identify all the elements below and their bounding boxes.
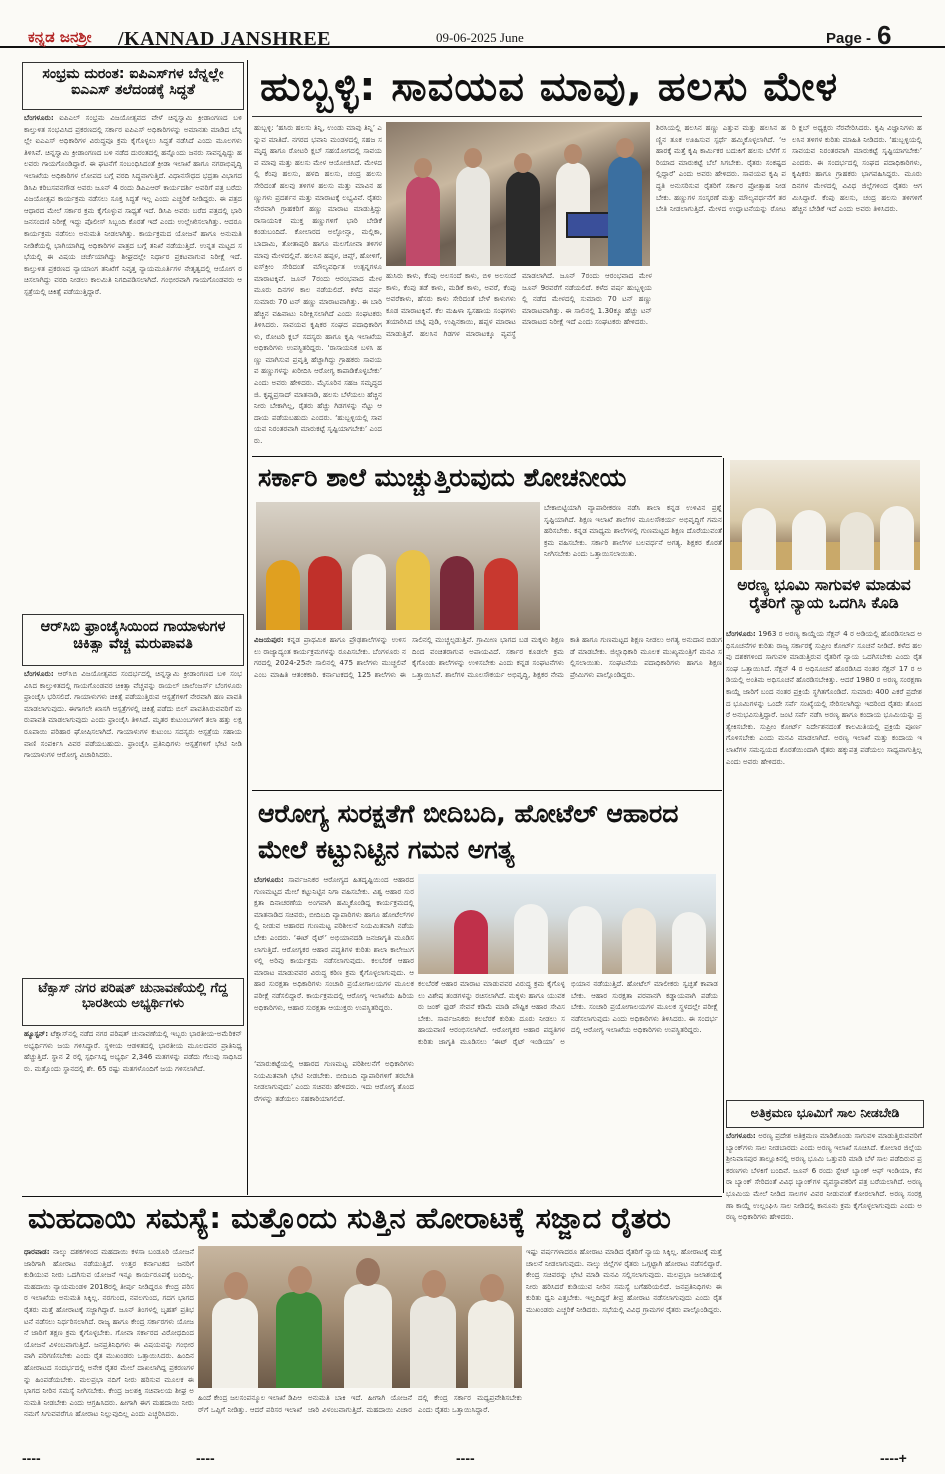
photo-person-head xyxy=(414,158,432,178)
section-divider xyxy=(252,456,722,457)
article-7-dateline: ಬೆಂಗಳೂರು: xyxy=(726,629,756,638)
article-7-headline-box xyxy=(726,574,922,624)
article-2-dateline: ಬೆಂಗಳೂರು: xyxy=(24,669,54,678)
article-4-body-cont: ಶಿರಸಿಯಲ್ಲಿ ಹಲಸಿನ ಹಣ್ಣು ಎತ್ತುವ ಮತ್ತು ಹಲಸಿನ ಹಣ್ಣಿನ ತೂಕ ಊಹಿಸುವ ಸ್ಪರ್ಧೆ ಹಮ್ಮಿಕೊಳ್ಳಲಾಗಿದೆ. ‘ಆಹಾರಕ್ಕೆ ಮತ್ತೆ ಕೃಷಿ ಕಾರ್ಮಿಕರ ಬದುಕಿಗೆ ಹಲಸು ಬೆಳೆಗೆ ಸರಿಯಾದ ಮಾರುಕಟ್ಟೆ ಬೆಲೆ ಸಿಗಬೇಕು. ರೈತರು ಸಂಕಷ್ಟದಲ್ಲಿದ್ದಾರೆ’ ಎಂದು ಅವರು ಹೇಳಿದರು. ಸಾವಯವ ಕೃಷಿ ಪದ್ಧತಿ ಅನುಸರಿಸುವ ರೈತರಿಗೆ ಸರ್ಕಾರ ಪ್ರೋತ್ಸಾಹ ನೀಡಬೇಕು. ಹಣ್ಣುಗಳ ಸಂಸ್ಕರಣೆ ಮತ್ತು ಮೌಲ್ಯವರ್ಧನೆಗೆ ತರಬೇತಿ ನೀಡಲಾಗುತ್ತಿದೆ. ಮೇಳದ ಉದ್ಘಾಟನೆಯನ್ನು ರೋಟರಿ ಕ್ಲಬ್ ಅಧ್ಯಕ್ಷರು ನೆರವೇರಿಸಿದರು. ಕೃಷಿ ವಿಜ್ಞಾನಿಗಳು ಹಲಸಿನ ತಳಿಗಳ ಕುರಿತು ಮಾಹಿತಿ ನೀಡಿದರು. ‘ಹುಬ್ಬಳ್ಳಿಯಲ್ಲಿ ಸಾವಯವ ನಿರಂತರವಾಗಿ ಮಾರುಕಟ್ಟೆ ಸೃಷ್ಟಿಯಾಗಬೇಕು’ ಎಂದರು. ಈ ಸಂದರ್ಭದಲ್ಲಿ ಸಂಘದ ಪದಾಧಿಕಾರಿಗಳು, ಕೃಷಿಕರು ಹಾಗೂ ಗ್ರಾಹಕರು ಭಾಗವಹಿಸಿದ್ದರು. ಮೂರು ದಿನಗಳ ಮೇಳದಲ್ಲಿ ವಿವಿಧ ಜಿಲ್ಲೆಗಳಿಂದ ರೈತರು ಆಗಮಿಸಿದ್ದಾರೆ. ಕೆಂಪು ಹಲಸು, ಚಂದ್ರ ಹಲಸು ತಳಿಗಳಿಗೆ ಹೆಚ್ಚಿನ ಬೇಡಿಕೆ ಇದೆ ಎಂದು ಅವರು ತಿಳಿಸಿದರು. xyxy=(656,123,922,214)
section-divider xyxy=(252,790,722,791)
photo-person xyxy=(792,510,826,570)
photo-person-head xyxy=(464,148,482,168)
photo-person-head xyxy=(422,1270,446,1298)
article-6-dateline: ಬೆಂಗಳೂರು: xyxy=(254,875,284,884)
article-1-body-column xyxy=(24,112,242,602)
footer-marker-mid-2: ---- xyxy=(456,1450,475,1466)
section-divider xyxy=(22,1196,722,1197)
photo-person xyxy=(212,1298,258,1388)
article-6-headline: ಆರೋಗ್ಯ ಸುರಕ್ಷತೆಗೆ ಬೀದಿಬದಿ, ಹೋಟೆಲ್ ಆಹಾರದ ಮೇಲೆ ಕಟ್ಟುನಿಟ್ಟಿನ ಗಮನ ಅಗತ್ಯ xyxy=(258,799,679,864)
article-7-headline: ಅರಣ್ಯ ಭೂಮಿ ಸಾಗುವಳಿ ಮಾಡುವ ರೈತರಿಗೆ ನ್ಯಾಯ ಒದಗಿಸಿ ಕೊಡಿ xyxy=(737,576,911,612)
photo-person xyxy=(454,910,488,974)
article-5-dateline: ವಿಜಯಪುರ: xyxy=(254,635,284,644)
article-7-photo xyxy=(730,460,920,570)
footer-marker-right: ----+ xyxy=(880,1450,907,1466)
photo-person xyxy=(468,1300,514,1388)
article-4-body-col-2 xyxy=(656,122,922,452)
photo-person xyxy=(568,906,602,974)
article-6-body-cont: ಕಲಬೆರಕೆ ಆಹಾರ ಮಾರಾಟ ಮಾಡುವವರ ವಿರುದ್ಧ ಕ್ರಮ ಕೈಗೊಳ್ಳಲು ವಿಶೇಷ ತಂಡಗಳನ್ನು ರಚಿಸಲಾಗಿದೆ. ಮಕ್ಕಳು ಹಾಗೂ ಯುವಕರು ಜಂಕ್ ಫುಡ್ ಸೇವನೆ ಕಡಿಮೆ ಮಾಡಿ ಪೌಷ್ಟಿಕ ಆಹಾರ ಸೇವಿಸಬೇಕು. ಸಾರ್ವಜನಿಕರು ಕಲಬೆರಕೆ ಕುರಿತು ದೂರು ನೀಡಲು ಸಹಾಯವಾಣಿ ಆರಂಭಿಸಲಾಗಿದೆ. ಆರೋಗ್ಯಕರ ಆಹಾರ ಪದ್ಧತಿಗಳ ಕುರಿತು ಜಾಗೃತಿ ಮೂಡಿಸಲು ‘ಈಟ್ ರೈಟ್ ಇಂಡಿಯಾ’ ಅಭಿಯಾನ ನಡೆಯುತ್ತಿದೆ. ಹೋಟೆಲ್ ಮಾಲೀಕರು ಸ್ವಚ್ಛತೆ ಕಾಪಾಡಬೇಕು. ಆಹಾರ ಸುರಕ್ಷತಾ ಪರವಾನಗಿ ಕಡ್ಡಾಯವಾಗಿ ಪಡೆಯಬೇಕು. ಸಂಚಾರಿ ಪ್ರಯೋಗಾಲಯಗಳ ಮೂಲಕ ಸ್ಥಳದಲ್ಲೇ ಪರೀಕ್ಷೆ ನಡೆಸಲಾಗುವುದು ಎಂದು ಅಧಿಕಾರಿಗಳು ತಿಳಿಸಿದರು. ಈ ಸಂದರ್ಭದಲ್ಲಿ ಆರೋಗ್ಯ ಇಲಾಖೆಯ ಅಧಿಕಾರಿಗಳು ಉಪಸ್ಥಿತರಿದ್ದರು. xyxy=(418,979,718,1046)
article-9-body-col-3 xyxy=(526,1246,722,1444)
article-3-headline-box xyxy=(22,978,244,1026)
article-9-body-cont: ಹಿಂದೆ ಕೇಂದ್ರ ಜಲಸಂಪನ್ಮೂಲ ಇಲಾಖೆ ಡಿಪಿಆರ್‌ಗೆ ಒಪ್ಪಿಗೆ ನೀಡಿತ್ತು. ಆದರೆ ಪರಿಸರ ಇಲಾಖೆ ಅನುಮತಿ ಬಾಕಿ ಇದೆ. ಹೀಗಾಗಿ ಯೋಜನೆ ಜಾರಿ ವಿಳಂಬವಾಗುತ್ತಿದೆ. ಮಹದಾಯಿ ವಿಚಾರದಲ್ಲಿ ಕೇಂದ್ರ ಸರ್ಕಾರ ಮಧ್ಯಪ್ರವೇಶಿಸಬೇಕು ಎಂದು ರೈತರು ಒತ್ತಾಯಿಸಿದ್ದಾರೆ. xyxy=(198,1393,522,1414)
article-9-photo xyxy=(198,1246,522,1388)
article-9-body: ನಾಲ್ಕು ದಶಕಗಳಿಂದ ಮಹದಾಯಿ ಕಳಸಾ ಬಂಡೂರಿ ಯೋಜನೆ ಜಾರಿಗಾಗಿ ಹೋರಾಟ ನಡೆಯುತ್ತಿದೆ. ಉತ್ತರ ಕರ್ನಾಟಕದ ಜನರಿಗೆ ಕುಡಿಯುವ ನೀರು ಒದಗಿಸುವ ಯೋಜನೆ ಇನ್ನೂ ಕಾರ್ಯರೂಪಕ್ಕೆ ಬಂದಿಲ್ಲ. ಮಹದಾಯಿ ನ್ಯಾಯಮಂಡಳಿ 2018ರಲ್ಲಿ ತೀರ್ಪು ನೀಡಿದ್ದರೂ ಕೇಂದ್ರ ಪರಿಸರ ಇಲಾಖೆಯ ಅನುಮತಿ ಸಿಕ್ಕಿಲ್ಲ. ನರಗುಂದ, ನವಲಗುಂದ, ಗದಗ ಭಾಗದ ರೈತರು ಮತ್ತೆ ಹೋರಾಟಕ್ಕೆ ಸಜ್ಜಾಗಿದ್ದಾರೆ. ಜೂನ್ ತಿಂಗಳಲ್ಲಿ ಬೃಹತ್ ಪ್ರತಿಭಟನೆ ನಡೆಸಲು ನಿರ್ಧರಿಸಲಾಗಿದೆ. ರಾಜ್ಯ ಹಾಗೂ ಕೇಂದ್ರ ಸರ್ಕಾರಗಳು ಯೋಜನೆ ಜಾರಿಗೆ ತಕ್ಷಣ ಕ್ರಮ ಕೈಗೊಳ್ಳಬೇಕು. ಗೋವಾ ಸರ್ಕಾರದ ವಿರೋಧದಿಂದ ಯೋಜನೆ ವಿಳಂಬವಾಗುತ್ತಿದೆ. ಜನಪ್ರತಿನಿಧಿಗಳು ಈ ವಿಷಯವನ್ನು ಗಂಭೀರವಾಗಿ ಪರಿಗಣಿಸಬೇಕು ಎಂದು ರೈತ ಮುಖಂಡರು ಒತ್ತಾಯಿಸಿದರು. ಹಿಂದಿನ ಹೋರಾಟದ ಸಂದರ್ಭದಲ್ಲಿ ಅನೇಕ ರೈತರ ಮೇಲೆ ದಾಖಲಾಗಿದ್ದ ಪ್ರಕರಣಗಳನ್ನು ಹಿಂಪಡೆಯಬೇಕು. ಮಲಪ್ರಭಾ ನದಿಗೆ ನೀರು ಹರಿಸುವ ಮೂಲಕ ಈ ಭಾಗದ ನೀರಿನ ಸಮಸ್ಯೆ ನೀಗಿಸಬೇಕು. ಕೇಂದ್ರ ಜಲಶಕ್ತಿ ಸಚಿವಾಲಯ ಶೀಘ್ರ ಅನುಮತಿ ನೀಡಬೇಕು ಎಂದು ಆಗ್ರಹಿಸಿದರು. ಹೀಗಾಗಿ ಈಗ ಮಹದಾಯಿ ನೀರು ನಮಗೆ ಸಿಗುವವರೆಗೂ ಹೋರಾಟ ನಿಲ್ಲುವುದಿಲ್ಲ ಎಂದು ಎಚ್ಚರಿಸಿದರು. xyxy=(24,1247,194,1419)
article-5-headline-box xyxy=(252,460,722,500)
photo-person xyxy=(276,1292,322,1388)
article-3-body-column xyxy=(24,1028,242,1188)
article-9-headline: ಮಹದಾಯಿ ಸಮಸ್ಯೆ: ಮತ್ತೊಂದು ಸುತ್ತಿನ ಹೋರಾಟಕ್ಕೆ ಸಜ್ಜಾದ ರೈತರು xyxy=(28,1201,671,1235)
article-1-body: ಐಪಿಎಲ್ ಸಂಭ್ರಮ ವಿಜಯೋತ್ಸವದ ವೇಳೆ ಚಿನ್ನಸ್ವಾಮಿ ಕ್ರೀಡಾಂಗಣದ ಬಳಿ ಕಾಲ್ತುಳಿತ ಸಂಭವಿಸಿದ ಪ್ರಕರಣದಲ್ಲಿ ಸರ್ಕಾರ ಐಪಿಎಸ್ ಅಧಿಕಾರಿಗಳನ್ನು ಅಮಾನತು ಮಾಡಿದ ಬೆನ್ನಲ್ಲೇ ಐಎಎಸ್ ಅಧಿಕಾರಿಗಳ ವಿರುದ್ಧವೂ ಕ್ರಮ ಕೈಗೊಳ್ಳಲು ಸಿದ್ಧತೆ ನಡೆಸಿದೆ ಎಂದು ಮೂಲಗಳು ತಿಳಿಸಿವೆ. ಚಿನ್ನಸ್ವಾಮಿ ಕ್ರೀಡಾಂಗಣದ ಬಳಿ ನಡೆದ ದುರಂತದಲ್ಲಿ ಹನ್ನೊಂದು ಜನರು ಸಾವನ್ನಪ್ಪಿದ್ದು ಹಲವರು ಗಾಯಗೊಂಡಿದ್ದಾರೆ. ಈ ಘಟನೆಗೆ ಸಂಬಂಧಿಸಿದಂತೆ ಕ್ರೀಡಾ ಇಲಾಖೆ ಹಾಗೂ ನಗರಾಭಿವೃದ್ಧಿ ಇಲಾಖೆಯ ಅಧಿಕಾರಿಗಳ ಲೋಪದ ಬಗ್ಗೆ ವರದಿ ಸಿದ್ಧವಾಗುತ್ತಿದೆ. ವಿಧಾನಸೌಧದ ಭದ್ರತಾ ವಿಭಾಗದ ಡಿಸಿಪಿ ಕರಿಬಸವನಗೌಡ ಅವರು ಜೂನ್ 4 ರಂದು ಡಿಪಿಎಆರ್ ಕಾರ್ಯದರ್ಶಿ ಅವರಿಗೆ ಪತ್ರ ಬರೆದು ವಿಜಯೋತ್ಸವ ಕಾರ್ಯಕ್ರಮ ನಡೆಸಲು ಸೂಕ್ತ ಸಿದ್ಧತೆ ಇಲ್ಲ ಎಂದು ಎಚ್ಚರಿಕೆ ನೀಡಿದ್ದರು. ಈ ಪತ್ರದ ಆಧಾರದ ಮೇಲೆ ಸರ್ಕಾರ ಕ್ರಮ ಕೈಗೊಳ್ಳುವ ಸಾಧ್ಯತೆ ಇದೆ. ಡಿಸಿಪಿ ಅವರು ಬರೆದ ಪತ್ರದಲ್ಲಿ ಭಾರಿ ಜನಸಂದಣಿ ನಿರೀಕ್ಷೆ ಇದ್ದು ಪೊಲೀಸ್ ಸಿಬ್ಬಂದಿ ಕೊರತೆ ಇದೆ ಎಂದು ಉಲ್ಲೇಖಿಸಲಾಗಿತ್ತು. ಆದರೂ ಕಾರ್ಯಕ್ರಮ ನಡೆಸಲು ಅನುಮತಿ ನೀಡಲಾಗಿತ್ತು. ಕಾರ್ಯಕ್ರಮದ ಯೋಜನೆ ಹಾಗೂ ಅನುಮತಿ ನೀಡಿಕೆಯಲ್ಲಿ ಭಾಗಿಯಾಗಿದ್ದ ಅಧಿಕಾರಿಗಳ ಪಾತ್ರದ ಬಗ್ಗೆ ತನಿಖೆ ನಡೆಯುತ್ತಿದೆ. ಉನ್ನತ ಮಟ್ಟದ ಸಭೆಯಲ್ಲಿ ಈ ವಿಷಯ ಚರ್ಚೆಯಾಗಿದ್ದು ಶೀಘ್ರದಲ್ಲೇ ನಿರ್ಧಾರ ಪ್ರಕಟವಾಗುವ ನಿರೀಕ್ಷೆ ಇದೆ. ಕಾಲ್ತುಳಿತ ಪ್ರಕರಣದ ನ್ಯಾಯಾಂಗ ತನಿಖೆಗೆ ನಿವೃತ್ತ ನ್ಯಾಯಮೂರ್ತಿಗಳ ನೇತೃತ್ವದಲ್ಲಿ ಆಯೋಗ ರಚಿಸಲಾಗಿದ್ದು ವರದಿ ನೀಡಲು ಕಾಲಮಿತಿ ನಿಗದಿಪಡಿಸಲಾಗಿದೆ. ಗಂಭೀರವಾಗಿ ಗಾಯಗೊಂಡವರು ಆಸ್ಪತ್ರೆಯಲ್ಲಿ ಚಿಕಿತ್ಸೆ ಪಡೆಯುತ್ತಿದ್ದಾರೆ. xyxy=(24,113,242,296)
photo-person xyxy=(352,554,386,630)
article-4-body-col-1 xyxy=(254,122,382,452)
article-3-dateline: ಹ್ಯೂಸ್ಟನ್: xyxy=(24,1029,49,1038)
article-2-body-column xyxy=(24,668,242,968)
article-5-body: ಕನ್ನಡ ಪ್ರಾಥಮಿಕ ಹಾಗೂ ಪ್ರೌಢಶಾಲೆಗಳನ್ನು ಉಳಿಸಲು ರಾಜ್ಯಾದ್ಯಂತ ಕಾರ್ಯಕ್ರಮಗಳನ್ನು ರೂಪಿಸಬೇಕು. ಬೆಂಗಳೂರು ನಗರದಲ್ಲಿ 2024-25ನೇ ಸಾಲಿನಲ್ಲಿ 475 ಶಾಲೆಗಳು ಮುಚ್ಚಲಿವೆ ಎಂಬ ಮಾಹಿತಿ ಆತಂಕಕಾರಿ. ಕರ್ನಾಟಕದಲ್ಲಿ 125 ಶಾಲೆಗಳು ಈ ಸಾಲಿನಲ್ಲಿ ಮುಚ್ಚಲ್ಪಡುತ್ತಿವೆ. ಗ್ರಾಮೀಣ ಭಾಗದ ಬಡ ಮಕ್ಕಳು ಶಿಕ್ಷಣದಿಂದ ವಂಚಿತರಾಗುವ ಅಪಾಯವಿದೆ. ಸರ್ಕಾರ ಕೂಡಲೇ ಕ್ರಮ ಕೈಗೊಂಡು ಶಾಲೆಗಳನ್ನು ಉಳಿಸಬೇಕು ಎಂದು ಕನ್ನಡ ಸಂಘಟನೆಗಳು ಒತ್ತಾಯಿಸಿವೆ. ಶಾಲೆಗಳ ಮೂಲಸೌಕರ್ಯ ಅಭಿವೃದ್ಧಿ, ಶಿಕ್ಷಕರ ನೇಮಕಾತಿ ಹಾಗೂ ಗುಣಮಟ್ಟದ ಶಿಕ್ಷಣ ನೀಡಲು ಅಗತ್ಯ ಅನುದಾನ ಬಿಡುಗಡೆ ಮಾಡಬೇಕು. ಜಿಲ್ಲಾಧಿಕಾರಿ ಮೂಲಕ ಮುಖ್ಯಮಂತ್ರಿಗೆ ಮನವಿ ಸಲ್ಲಿಸಲಾಯಿತು. ಸಂಘಟನೆಯ ಪದಾಧಿಕಾರಿಗಳು ಹಾಗೂ ಶಿಕ್ಷಣ ಪ್ರೇಮಿಗಳು ಪಾಲ್ಗೊಂಡಿದ್ದರು. xyxy=(254,635,722,679)
photo-person xyxy=(622,908,656,974)
article-5-headline: ಸರ್ಕಾರಿ ಶಾಲೆ ಮುಚ್ಚುತ್ತಿರುವುದು ಶೋಚನೀಯ xyxy=(258,463,627,492)
photo-person xyxy=(266,560,300,630)
article-2-body: ಆರ್‌ಸಿಬಿ ವಿಜಯೋತ್ಸವದ ಸಂದರ್ಭದಲ್ಲಿ ಚಿನ್ನಸ್ವಾಮಿ ಕ್ರೀಡಾಂಗಣದ ಬಳಿ ಸಂಭವಿಸಿದ ಕಾಲ್ತುಳಿತದಲ್ಲಿ ಗಾಯಗೊಂಡವರ ಚಿಕಿತ್ಸಾ ವೆಚ್ಚವನ್ನು ರಾಯಲ್ ಚಾಲೆಂಜರ್ಸ್ ಬೆಂಗಳೂರು ಫ್ರಾಂಚೈಸಿ ಭರಿಸಲಿದೆ. ಗಾಯಾಳುಗಳು ಚಿಕಿತ್ಸೆ ಪಡೆಯುತ್ತಿರುವ ಆಸ್ಪತ್ರೆಗಳಿಗೆ ನೇರವಾಗಿ ಹಣ ಪಾವತಿ ಮಾಡಲಾಗುವುದು. ಈಗಾಗಲೇ ಖಾಸಗಿ ಆಸ್ಪತ್ರೆಗಳಲ್ಲಿ ಚಿಕಿತ್ಸೆ ಪಡೆದು ಬಿಲ್ ಪಾವತಿಸಿರುವವರಿಗೆ ಮರುಪಾವತಿ ಮಾಡಲಾಗುವುದು ಎಂದು ಫ್ರಾಂಚೈಸಿ ತಿಳಿಸಿದೆ. ಮೃತರ ಕುಟುಂಬಗಳಿಗೆ ತಲಾ ಹತ್ತು ಲಕ್ಷ ರೂಪಾಯಿ ಪರಿಹಾರ ಘೋಷಿಸಲಾಗಿದೆ. ಗಾಯಾಳುಗಳ ಕುಟುಂಬ ಸದಸ್ಯರು ಆಸ್ಪತ್ರೆಯ ಸಹಾಯವಾಣಿ ಸಂಪರ್ಕಿಸಿ ವಿವರ ಪಡೆಯಬಹುದು. ಫ್ರಾಂಚೈಸಿ ಪ್ರತಿನಿಧಿಗಳು ಆಸ್ಪತ್ರೆಗಳಿಗೆ ಭೇಟಿ ನೀಡಿ ಗಾಯಾಳುಗಳ ಆರೋಗ್ಯ ವಿಚಾರಿಸಿದರು. xyxy=(24,669,242,760)
article-3-headline: ಟೆಕ್ಸಾಸ್ ನಗರ ಪರಿಷತ್ ಚುನಾವಣೆಯಲ್ಲಿ ಗೆದ್ದ ಭಾರತೀಯ ಅಭ್ಯರ್ಥಿಗಳು xyxy=(38,981,228,1011)
column-divider xyxy=(723,458,724,1193)
footer-marker-mid-1: ---- xyxy=(196,1450,215,1466)
photo-person xyxy=(406,176,440,266)
issue-date: 09-06-2025 June xyxy=(436,30,524,45)
article-3-body: ಟೆಕ್ಸಾಸ್‌ನಲ್ಲಿ ನಡೆದ ನಗರ ಪರಿಷತ್ ಚುನಾವಣೆಯಲ್ಲಿ ಇಬ್ಬರು ಭಾರತೀಯ-ಅಮೆರಿಕನ್ ಅಭ್ಯರ್ಥಿಗಳು ಜಯ ಗಳಿಸಿದ್ದಾರೆ. ಸ್ಥಳೀಯ ಆಡಳಿತದಲ್ಲಿ ಭಾರತೀಯ ಮೂಲದವರ ಪ್ರಾತಿನಿಧ್ಯ ಹೆಚ್ಚುತ್ತಿದೆ. ಸ್ಥಾನ 2 ರಲ್ಲಿ ಸ್ಪರ್ಧಿಸಿದ್ದ ಅಭ್ಯರ್ಥಿ 2,346 ಮತಗಳನ್ನು ಪಡೆದು ಗೆಲುವು ಸಾಧಿಸಿದರು. ಮತ್ತೊಂದು ಸ್ಥಾನದಲ್ಲಿ ಶೇ. 65 ರಷ್ಟು ಮತಗಳೊಂದಿಗೆ ಜಯ ಗಳಿಸಲಾಗಿದೆ. xyxy=(24,1029,242,1073)
article-6-body-col-2 xyxy=(418,978,718,1190)
photo-person xyxy=(396,550,430,630)
photo-person-head xyxy=(564,144,582,164)
article-6-body-cont-2: ‘ಮಾರುಕಟ್ಟೆಯಲ್ಲಿ ಆಹಾರದ ಗುಣಮಟ್ಟ ಪರಿಶೀಲನೆಗೆ ಅಧಿಕಾರಿಗಳು ನಿಯಮಿತವಾಗಿ ಭೇಟಿ ನೀಡಬೇಕು. ಬೀದಿಬದಿ ವ್ಯಾಪಾರಿಗಳಿಗೆ ತರಬೇತಿ ನೀಡಲಾಗುವುದು’ ಎಂದು ಸಚಿವರು ಹೇಳಿದರು. ಇದು ಆರೋಗ್ಯ ತೊಂದರೆಗಳನ್ನು ತಡೆಯಲು ಸಹಕಾರಿಯಾಗಲಿದೆ. xyxy=(254,1059,414,1103)
article-2-headline-box xyxy=(22,614,244,666)
article-4-body-col-3 xyxy=(386,270,652,454)
photo-person xyxy=(880,506,914,570)
article-6-body-col-1 xyxy=(254,874,414,1054)
article-6-photo xyxy=(418,874,716,974)
photo-person-head xyxy=(224,1272,248,1300)
page-number: 6 xyxy=(877,20,892,50)
article-2-headline: ಆರ್‌ಸಿಬಿ ಫ್ರಾಂಚೈಸಿಯಿಂದ ಗಾಯಾಳುಗಳ ಚಿಕಿತ್ಸಾ ವೆಚ್ಚ ಮರುಪಾವತಿ xyxy=(40,619,226,652)
photo-person xyxy=(308,556,342,630)
article-7-body-column xyxy=(726,628,922,1098)
article-1-headline: ಸಂಭ್ರಮ ದುರಂತ: ಐಪಿಎಸ್‌ಗಳ ಬೆನ್ನಲ್ಲೇ ಐಎಎಸ್ ತಲೆದಂಡಕ್ಕೆ ಸಿದ್ಧತೆ xyxy=(42,66,224,99)
article-5-body-column xyxy=(254,634,722,784)
article-6-body-col-3 xyxy=(254,1058,414,1190)
photo-person-head xyxy=(356,1258,380,1286)
photo-person xyxy=(456,166,490,266)
masthead-name-kannada: ಕನ್ನಡ ಜನಶ್ರೀ xyxy=(28,28,92,46)
photo-person xyxy=(608,156,642,266)
photo-person xyxy=(514,904,548,974)
article-8-body: ಅರಣ್ಯ ಪ್ರದೇಶ ಅತಿಕ್ರಮಣ ಮಾಡಿಕೊಂಡು ಸಾಗುವಳಿ ಮಾಡುತ್ತಿರುವವರಿಗೆ ಬ್ಯಾಂಕ್‌ಗಳು ಸಾಲ ನೀಡಬಾರದು ಎಂದು ಅರಣ್ಯ ಇಲಾಖೆ ಸೂಚಿಸಿದೆ. ಕೋಲಾರ ಜಿಲ್ಲೆಯ ಶ್ರೀನಿವಾಸಪುರ ತಾಲ್ಲೂಕಿನಲ್ಲಿ ಅರಣ್ಯ ಭೂಮಿ ಒತ್ತುವರಿ ಮಾಡಿ ಬೆಳೆ ಸಾಲ ಪಡೆದಿರುವ ಪ್ರಕರಣಗಳು ಬೆಳಕಿಗೆ ಬಂದಿವೆ. ಜೂನ್ 6 ರಂದು ಸ್ಟೇಟ್ ಬ್ಯಾಂಕ್ ಆಫ್ ಇಂಡಿಯಾ, ಕೆನರಾ ಬ್ಯಾಂಕ್ ಸೇರಿದಂತೆ ವಿವಿಧ ಬ್ಯಾಂಕ್‌ಗಳ ವ್ಯವಸ್ಥಾಪಕರಿಗೆ ಪತ್ರ ಬರೆಯಲಾಗಿದೆ. ಅರಣ್ಯ ಭೂಮಿಯ ಮೇಲೆ ನೀಡಿದ ಸಾಲಗಳ ವಿವರ ನೀಡುವಂತೆ ಕೋರಲಾಗಿದೆ. ಅರಣ್ಯ ಸಂರಕ್ಷಣಾ ಕಾಯ್ದೆ ಉಲ್ಲಂಘಿಸಿ ಸಾಲ ನೀಡಿದಲ್ಲಿ ಕಾನೂನು ಕ್ರಮ ಕೈಗೊಳ್ಳಲಾಗುವುದು ಎಂದು ಅರಣ್ಯ ಅಧಿಕಾರಿಗಳು ಹೇಳಿದರು. xyxy=(726,1131,922,1222)
article-4-headline: ಹುಬ್ಬಳ್ಳಿ: ಸಾವಯವ ಮಾವು, ಹಲಸು ಮೇಳ xyxy=(260,64,839,110)
article-1-dateline: ಬೆಂಗಳೂರು: xyxy=(24,113,54,122)
article-9-body-cont-2: ಇಷ್ಟು ವರ್ಷಗಳಾದರೂ ಹೋರಾಟ ಮಾಡಿದ ರೈತರಿಗೆ ನ್ಯಾಯ ಸಿಕ್ಕಿಲ್ಲ. ಹೋರಾಟಕ್ಕೆ ಮತ್ತೆ ಚಾಲನೆ ನೀಡಲಾಗುವುದು. ನಾಲ್ಕು ಜಿಲ್ಲೆಗಳ ರೈತರು ಒಗ್ಗಟ್ಟಾಗಿ ಹೋರಾಟ ನಡೆಸಲಿದ್ದಾರೆ. ಕೇಂದ್ರ ಸಚಿವರನ್ನು ಭೇಟಿ ಮಾಡಿ ಮನವಿ ಸಲ್ಲಿಸಲಾಗುವುದು. ಮಲಪ್ರಭಾ ಜಲಾಶಯಕ್ಕೆ ನೀರು ಹರಿಸಿದರೆ ಕುಡಿಯುವ ನೀರಿನ ಸಮಸ್ಯೆ ಬಗೆಹರಿಯಲಿದೆ. ಜನಪ್ರತಿನಿಧಿಗಳು ಈ ಕುರಿತು ಧ್ವನಿ ಎತ್ತಬೇಕು. ಇಲ್ಲದಿದ್ದರೆ ತೀವ್ರ ಹೋರಾಟ ನಡೆಸಲಾಗುವುದು ಎಂದು ರೈತ ಮುಖಂಡರು ಎಚ್ಚರಿಕೆ ನೀಡಿದರು. ಸಭೆಯಲ್ಲಿ ವಿವಿಧ ಗ್ರಾಮಗಳ ರೈತರು ಪಾಲ್ಗೊಂಡಿದ್ದರು. xyxy=(526,1247,722,1314)
article-6-body: ಸಾರ್ವಜನಿಕರ ಆರೋಗ್ಯದ ಹಿತದೃಷ್ಟಿಯಿಂದ ಆಹಾರದ ಗುಣಮಟ್ಟದ ಮೇಲೆ ಕಟ್ಟುನಿಟ್ಟಿನ ನಿಗಾ ವಹಿಸಬೇಕು. ವಿಶ್ವ ಆಹಾರ ಸುರಕ್ಷತಾ ದಿನಾಚರಣೆಯ ಅಂಗವಾಗಿ ಹಮ್ಮಿಕೊಂಡಿದ್ದ ಕಾರ್ಯಕ್ರಮದಲ್ಲಿ ಮಾತನಾಡಿದ ಸಚಿವರು, ಬೀದಿಬದಿ ವ್ಯಾಪಾರಿಗಳು ಹಾಗೂ ಹೋಟೆಲ್‌ಗಳಲ್ಲಿ ನೀಡುವ ಆಹಾರದ ಗುಣಮಟ್ಟ ಪರಿಶೀಲನೆ ನಿಯಮಿತವಾಗಿ ನಡೆಯಬೇಕು ಎಂದರು. ‘ಈಟ್ ರೈಟ್’ ಅಭಿಯಾನದಡಿ ಜನಜಾಗೃತಿ ಮೂಡಿಸಲಾಗುತ್ತಿದೆ. ಆರೋಗ್ಯಕರ ಆಹಾರ ಪದ್ಧತಿಗಳ ಕುರಿತು ಶಾಲಾ ಕಾಲೇಜುಗಳಲ್ಲಿ ಅರಿವು ಕಾರ್ಯಕ್ರಮ ನಡೆಸಲಾಗುವುದು. ಕಲಬೆರಕೆ ಆಹಾರ ಮಾರಾಟ ಮಾಡುವವರ ವಿರುದ್ಧ ಕಠಿಣ ಕ್ರಮ ಕೈಗೊಳ್ಳಲಾಗುವುದು. ಆಹಾರ ಸುರಕ್ಷತಾ ಅಧಿಕಾರಿಗಳು ಸಂಚಾರಿ ಪ್ರಯೋಗಾಲಯಗಳ ಮೂಲಕ ಪರೀಕ್ಷೆ ನಡೆಸಲಿದ್ದಾರೆ. ಕಾರ್ಯಕ್ರಮದಲ್ಲಿ ಆರೋಗ್ಯ ಇಲಾಖೆಯ ಹಿರಿಯ ಅಧಿಕಾರಿಗಳು, ಆಹಾರ ಸುರಕ್ಷತಾ ಆಯುಕ್ತರು ಉಪಸ್ಥಿತರಿದ್ದರು. xyxy=(254,875,414,1012)
article-5-body-cont: ಬೇಕಾಬಿಟ್ಟಿಯಾಗಿ ವ್ಯಾಪಾರೀಕರಣ ನಡೆಸಿ ಶಾಲಾ ಕನ್ನಡ ಉಳಿವಿನ ಪ್ರಶ್ನೆ ಸೃಷ್ಟಿಯಾಗಿದೆ. ಶಿಕ್ಷಣ ಇಲಾಖೆ ಶಾಲೆಗಳ ಮೂಲಸೌಕರ್ಯ ಅಭಿವೃದ್ಧಿಗೆ ಗಮನ ಹರಿಸಬೇಕು. ಕನ್ನಡ ಮಾಧ್ಯಮ ಶಾಲೆಗಳಲ್ಲಿ ಗುಣಮಟ್ಟದ ಶಿಕ್ಷಣ ದೊರೆಯುವಂತೆ ಕ್ರಮ ವಹಿಸಬೇಕು. ಸರ್ಕಾರಿ ಶಾಲೆಗಳ ಬಲವರ್ಧನೆ ಅಗತ್ಯ. ಶಿಕ್ಷಕರ ಕೊರತೆ ನೀಗಿಸಬೇಕು ಎಂದು ಒತ್ತಾಯಿಸಲಾಯಿತು. xyxy=(544,503,722,559)
article-9-body-col-2 xyxy=(198,1392,522,1446)
masthead-name-english: /KANNAD JANSHREE xyxy=(118,28,332,50)
photo-person-head xyxy=(480,1274,504,1302)
article-5-body-col-right xyxy=(544,502,722,630)
photo-person xyxy=(506,171,540,266)
photo-person xyxy=(344,1284,392,1388)
article-4-body-cont-2: ಹುಸಿರು ಕಾಳು, ಕೆಂಪು ಅಲಸಂದೆ ಕಾಳು, ಬಿಳಿ ಅಲಸಂದೆ ಕಾಳು, ಕೆಂಪು ತಡೆ ಕಾಳು, ಮಡಿಕೆ ಕಾಳು, ಅವರೆ, ಕೆಂಪು ಅವರೆಕಾಳು, ಹೆಸರು ಕಾಳು ಸೇರಿದಂತೆ ಬೇಳೆ ಕಾಳುಗಳು ಕೂಡ ಮಾರಾಟಕ್ಕಿವೆ. ಕೆಲ ಮಹಿಳಾ ಸ್ವಸಹಾಯ ಸಂಘಗಳು ತಯಾರಿಸಿದ ಚಟ್ನಿ ಪುಡಿ, ಉಪ್ಪಿನಕಾಯಿ, ಹಪ್ಪಳ ಮಾರಾಟ ಮಾಡುತ್ತಿವೆ. ಹಲಸಿನ ಗಿಡಗಳ ಮಾರಾಟಕ್ಕೂ ವ್ಯವಸ್ಥೆ ಮಾಡಲಾಗಿದೆ. ಜೂನ್ 7ರಂದು ಆರಂಭವಾದ ಮೇಳ ಜೂನ್ 9ರವರೆಗೆ ನಡೆಯಲಿದೆ. ಕಳೆದ ವರ್ಷ ಹುಬ್ಬಳ್ಳಿಯಲ್ಲಿ ನಡೆದ ಮೇಳದಲ್ಲಿ ಸುಮಾರು 70 ಟನ್ ಹಣ್ಣು ಮಾರಾಟವಾಗಿತ್ತು. ಈ ಸಾಲಿನಲ್ಲಿ 1.30ಕ್ಕೂ ಹೆಚ್ಚು ಟನ್ ಮಾರಾಟದ ನಿರೀಕ್ಷೆ ಇದೆ ಎಂದು ಸಂಘಟಕರು ಹೇಳಿದರು. xyxy=(386,271,652,338)
article-6-headline-box xyxy=(252,792,722,872)
footer-marker-left: ---- xyxy=(22,1450,41,1466)
page-label: Page - xyxy=(826,30,872,47)
article-5-photo xyxy=(256,502,540,630)
article-4-headline-box xyxy=(252,58,922,117)
article-1-headline-box xyxy=(22,62,244,110)
article-9-body-col-1 xyxy=(24,1246,194,1444)
photo-person xyxy=(440,556,474,630)
article-8-body-column xyxy=(726,1130,922,1445)
article-9-headline-box xyxy=(22,1198,722,1242)
article-8-headline: ಅತಿಕ್ರಮಣ ಭೂಮಿಗೆ ಸಾಲ ನೀಡಬೇಡಿ xyxy=(750,1105,900,1120)
article-4-body: ಹುಬ್ಬಳ್ಳಿ: ‘ಹಸಿರು ಹಲಸು ತಿನ್ನಿ, ಉಂಡು ಮಾವು ತಿನ್ನಿ’ ಎನ್ನುವ ಮಾತಿದೆ. ನಗರದ ಭವಾನಿ ಮಂಡಳದಲ್ಲಿ ಸಹಜ ಸಮೃದ್ಧ ಹಾಗೂ ರೋಟರಿ ಕ್ಲಬ್ ಸಹಯೋಗದಲ್ಲಿ ಸಾವಯವ ಮಾವು ಮತ್ತು ಹಲಸು ಮೇಳ ಆಯೋಜಿಸಿದೆ. ಮೇಳದಲ್ಲಿ ಕೆಂಪು ಹಲಸು, ಹಳದಿ ಹಲಸು, ಚಂದ್ರ ಹಲಸು ಸೇರಿದಂತೆ ಹಲವು ತಳಿಗಳ ಹಲಸು ಮತ್ತು ಮಾವಿನ ಹಣ್ಣುಗಳು ಪ್ರದರ್ಶನ ಮತ್ತು ಮಾರಾಟಕ್ಕೆ ಲಭ್ಯವಿವೆ. ರೈತರು ನೇರವಾಗಿ ಗ್ರಾಹಕರಿಗೆ ಹಣ್ಣು ಮಾರಾಟ ಮಾಡುತ್ತಿದ್ದು ರಾಸಾಯನಿಕ ಮುಕ್ತ ಹಣ್ಣುಗಳಿಗೆ ಭಾರಿ ಬೇಡಿಕೆ ಕಂಡುಬಂದಿದೆ. ಕೋಲಾರದ ಅಲ್ಫೋನ್ಸಾ, ಮಲ್ಲಿಕಾ, ಬಾದಾಮಿ, ತೋತಾಪುರಿ ಹಾಗೂ ಮಲಗೋವಾ ತಳಿಗಳ ಮಾವು ಮೇಳದಲ್ಲಿವೆ. ಹಲಸಿನ ಹಪ್ಪಳ, ಚಿಪ್ಸ್, ಹೋಳಿಗೆ, ಐಸ್‌ಕ್ರೀಂ ಸೇರಿದಂತೆ ಮೌಲ್ಯವರ್ಧಿತ ಉತ್ಪನ್ನಗಳೂ ಮಾರಾಟಕ್ಕಿವೆ. ಜೂನ್ 7ರಂದು ಆರಂಭವಾದ ಮೇಳ ಮೂರು ದಿನಗಳ ಕಾಲ ನಡೆಯಲಿದೆ. ಕಳೆದ ವರ್ಷ ಸುಮಾರು 70 ಟನ್ ಹಣ್ಣು ಮಾರಾಟವಾಗಿತ್ತು. ಈ ಬಾರಿ ಹೆಚ್ಚಿನ ವಹಿವಾಟು ನಿರೀಕ್ಷಿಸಲಾಗಿದೆ ಎಂದು ಸಂಘಟಕರು ತಿಳಿಸಿದರು. ಸಾವಯವ ಕೃಷಿಕರ ಸಂಘದ ಪದಾಧಿಕಾರಿಗಳು, ರೋಟರಿ ಕ್ಲಬ್ ಸದಸ್ಯರು ಹಾಗೂ ಕೃಷಿ ಇಲಾಖೆಯ ಅಧಿಕಾರಿಗಳು ಉಪಸ್ಥಿತರಿದ್ದರು. ‘ರಾಸಾಯನಿಕ ಬಳಸಿ ಹಣ್ಣು ಮಾಗಿಸುವ ಪ್ರವೃತ್ತಿ ಹೆಚ್ಚಾಗಿದ್ದು ಗ್ರಾಹಕರು ಸಾವಯವ ಹಣ್ಣುಗಳನ್ನು ಖರೀದಿಸಿ ಆರೋಗ್ಯ ಕಾಪಾಡಿಕೊಳ್ಳಬೇಕು’ ಎಂದು ಅವರು ಹೇಳಿದರು. ಮೈಸೂರಿನ ಸಹಜ ಸಮೃದ್ಧದ ಜಿ. ಕೃಷ್ಣಪ್ರಸಾದ್ ಮಾತನಾಡಿ, ಹಲಸು ಬೆಳೆಯಲು ಹೆಚ್ಚಿನ ನೀರು ಬೇಕಾಗಿಲ್ಲ, ರೈತರು ಹೆಚ್ಚು ಗಿಡಗಳನ್ನು ನೆಟ್ಟು ಆದಾಯ ಪಡೆಯಬಹುದು ಎಂದರು. ‘ಹುಬ್ಬಳ್ಳಿಯಲ್ಲಿ ಸಾವಯವ ನಿರಂತರವಾಗಿ ಮಾರುಕಟ್ಟೆ ಸೃಷ್ಟಿಯಾಗಬೇಕು’ ಎಂದರು. xyxy=(254,123,382,446)
photo-person xyxy=(840,512,874,570)
photo-person-head xyxy=(514,153,532,173)
article-9-dateline: ಧಾರವಾಡ: xyxy=(24,1247,50,1256)
column-divider xyxy=(247,60,248,1195)
photo-person xyxy=(484,558,518,630)
photo-person xyxy=(742,508,776,570)
article-4-photo xyxy=(386,122,650,266)
masthead xyxy=(0,0,945,48)
photo-person xyxy=(672,912,706,974)
article-8-headline-box xyxy=(726,1100,924,1128)
photo-person-head xyxy=(288,1266,312,1294)
article-7-body: 1963 ರ ಅರಣ್ಯ ಕಾಯ್ದೆಯ ಸೆಕ್ಷನ್ 4 ರ ಅಡಿಯಲ್ಲಿ ಹೊರಡಿಸಲಾದ ಅಧಿಸೂಚನೆಗಳ ಕುರಿತು ರಾಜ್ಯ ಸರ್ಕಾರಕ್ಕೆ ಸುಪ್ರೀಂ ಕೋರ್ಟ್ ಸೂಚನೆ ನೀಡಿದೆ. ಕಳೆದ ಹಲವು ದಶಕಗಳಿಂದ ಸಾಗುವಳಿ ಮಾಡುತ್ತಿರುವ ರೈತರಿಗೆ ನ್ಯಾಯ ಒದಗಿಸಬೇಕು ಎಂದು ರೈತ ಸಂಘ ಒತ್ತಾಯಿಸಿದೆ. ಸೆಕ್ಷನ್ 4 ರ ಅಧಿಸೂಚನೆ ಹೊರಡಿಸಿದ ನಂತರ ಸೆಕ್ಷನ್ 17 ರ ಅಡಿಯಲ್ಲಿ ಅಂತಿಮ ಅಧಿಸೂಚನೆ ಹೊರಡಿಸಬೇಕಿತ್ತು. ಆದರೆ 1980 ರ ಅರಣ್ಯ ಸಂರಕ್ಷಣಾ ಕಾಯ್ದೆ ಜಾರಿಗೆ ಬಂದ ನಂತರ ಪ್ರಕ್ರಿಯೆ ಸ್ಥಗಿತಗೊಂಡಿದೆ. ಸುಮಾರು 400 ಎಕರೆ ಪ್ರದೇಶದ ಭೂಮಿಗಳನ್ನು ಒಂದೇ ಸರ್ವೆ ಸಂಖ್ಯೆಯಲ್ಲಿ ಸೇರಿಸಲಾಗಿದ್ದು ಇದರಿಂದ ರೈತರು ತೊಂದರೆ ಅನುಭವಿಸುತ್ತಿದ್ದಾರೆ. ಜಂಟಿ ಸರ್ವೆ ನಡೆಸಿ ಅರಣ್ಯ ಹಾಗೂ ಕಂದಾಯ ಭೂಮಿಯನ್ನು ಪ್ರತ್ಯೇಕಿಸಬೇಕು. ಸುಪ್ರೀಂ ಕೋರ್ಟ್ ನಿರ್ದೇಶನದಂತೆ ಕಾಲಮಿತಿಯಲ್ಲಿ ಪ್ರಕ್ರಿಯೆ ಪೂರ್ಣಗೊಳಿಸಬೇಕು ಎಂದು ಮನವಿ ಮಾಡಲಾಗಿದೆ. ಅರಣ್ಯ ಇಲಾಖೆ ಮತ್ತು ಕಂದಾಯ ಇಲಾಖೆಗಳ ಸಮನ್ವಯದ ಕೊರತೆಯಿಂದಾಗಿ ರೈತರು ಹಕ್ಕುಪತ್ರ ಪಡೆಯಲು ಸಾಧ್ಯವಾಗುತ್ತಿಲ್ಲ ಎಂದು ಅವರು ಹೇಳಿದರು. xyxy=(726,629,922,766)
photo-person xyxy=(410,1296,456,1388)
article-8-dateline: ಬೆಂಗಳೂರು: xyxy=(726,1131,756,1140)
photo-person-head xyxy=(616,138,634,158)
